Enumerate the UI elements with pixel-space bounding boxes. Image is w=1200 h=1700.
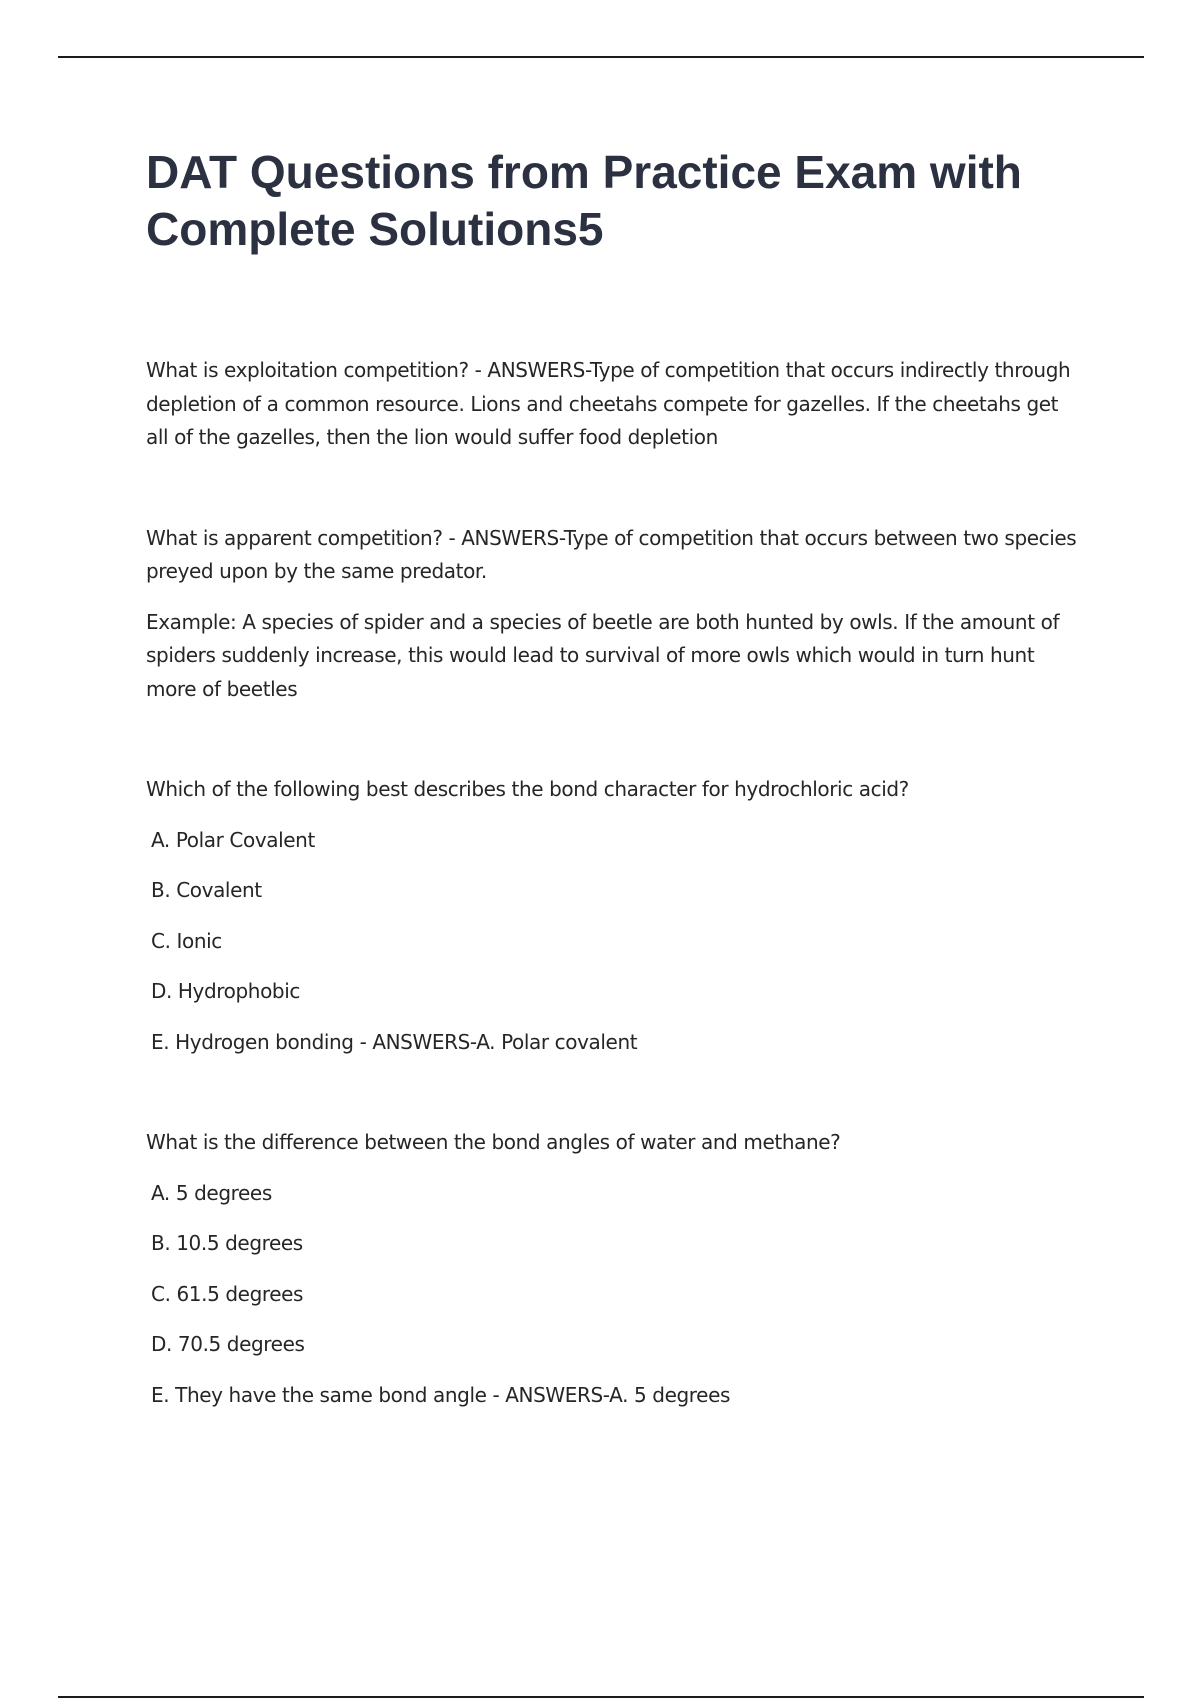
answer-paragraph: What is exploitation competition? - ANSWERS-Type of competition that occurs indirectly through depletion of a common resource. Lions and cheetahs compete for gazelles. If the cheetahs get all of the gazelles, then the lion would suffer food depletion <box>146 358 1071 449</box>
option-a: A. 5 degrees <box>151 1180 272 1205</box>
question-text: What is the difference between the bond angles of water and methane? <box>146 1130 841 1154</box>
document-body <box>146 354 1081 1412</box>
option-c: C. 61.5 degrees <box>151 1281 304 1306</box>
qa-block-exploitation-competition <box>146 354 1081 455</box>
document-title: DAT Questions from Practice Exam with Complete Solutions5 <box>146 146 1022 255</box>
option-e: E. Hydrogen bonding - ANSWERS-A. Polar covalent <box>151 1029 638 1054</box>
example-paragraph: Example: A species of spider and a species of beetle are both hunted by owls. If the amount of spiders suddenly increase, this would lead to survival of more owls which would in turn hunt more of beetles <box>146 609 1060 701</box>
answer-options <box>146 824 1081 1060</box>
qa-block-apparent-competition <box>146 522 1081 707</box>
option-d: D. 70.5 degrees <box>151 1332 305 1356</box>
qa-block-bond-character <box>146 773 1081 1059</box>
option-c: C. Ionic <box>151 928 222 953</box>
option-b: B. 10.5 degrees <box>151 1231 303 1255</box>
qa-block-bond-angles <box>146 1126 1081 1412</box>
option-d: D. Hydrophobic <box>151 979 300 1003</box>
question-text: Which of the following best describes the bond character for hydrochloric acid? <box>146 777 909 801</box>
option-a: A. Polar Covalent <box>151 827 315 852</box>
option-b: B. Covalent <box>151 878 262 902</box>
footer-rule <box>58 1696 1144 1698</box>
option-e: E. They have the same bond angle - ANSWERS-A. 5 degrees <box>151 1382 731 1407</box>
answer-options <box>146 1177 1081 1413</box>
answer-paragraph: What is apparent competition? - ANSWERS-Type of competition that occurs between two species preyed upon by the same predator. <box>146 525 1077 583</box>
header-rule <box>58 56 1144 58</box>
